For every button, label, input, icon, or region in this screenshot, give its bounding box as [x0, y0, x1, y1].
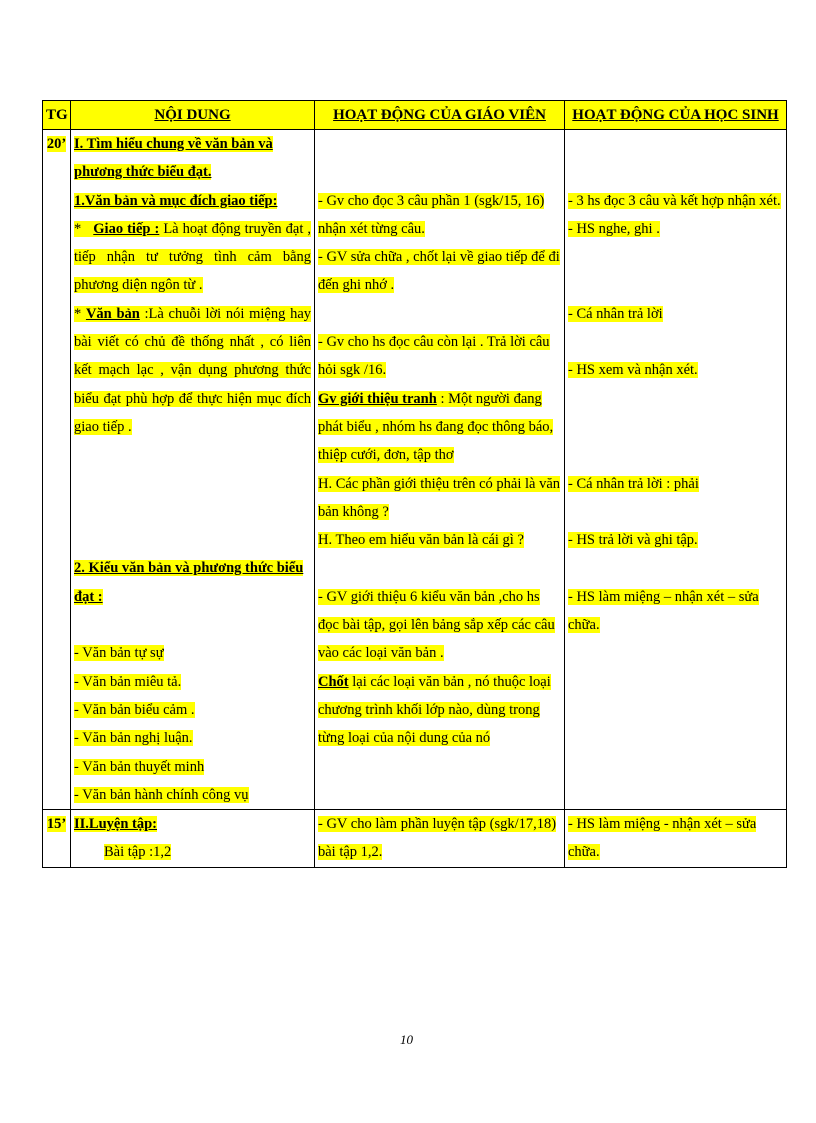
text-type-item: - Văn bản miêu tả.	[74, 673, 182, 690]
term-giaotiep: Giao tiếp :	[93, 220, 160, 237]
student-activity: - HS trả lời và ghi tập.	[568, 532, 698, 549]
teacher-activity: - GV cho làm phần luyện tập (sgk/17,18) bài tập 1,2.	[318, 816, 557, 861]
time-value: 15’	[46, 816, 67, 833]
student-activity: - HS xem và nhận xét.	[568, 362, 698, 379]
term-chot: Chốt	[318, 673, 349, 690]
header-teacher: HOẠT ĐỘNG CỦA GIÁO VIÊN	[315, 101, 565, 130]
text-type-item: - Văn bản nghị luận.	[74, 730, 193, 747]
header-content: NỘI DUNG	[71, 101, 315, 130]
student-activity: - HS làm miệng - nhận xét – sửa chữa.	[568, 816, 757, 861]
teacher-question: H. Theo em hiểu văn bản là cái gì ?	[318, 532, 524, 549]
teacher-cell	[315, 130, 565, 810]
teacher-activity: - GV sửa chữa , chốt lại về giao tiếp để đi đến ghi nhớ .	[318, 249, 560, 294]
teacher-cell	[315, 810, 565, 868]
teacher-activity: Gv giới thiệu tranh : Một người đang phát biểu , nhóm hs đang đọc thông báo, thiệp cưới, đơn, tập thơ	[318, 390, 554, 464]
page-number: 10	[400, 1032, 413, 1047]
term-vanban: Văn bản	[85, 305, 140, 322]
student-activity: - Cá nhân trả lời : phải	[568, 475, 699, 492]
text-type-item: - Văn bản hành chính công vụ	[74, 786, 249, 803]
definition-giaotiep: * Giao tiếp : Là hoạt động truyền đạt , tiếp nhận tư tưởng tình cảm bằng phương diện ngôn từ .	[74, 220, 312, 294]
student-cell	[565, 130, 787, 810]
subsection-title-2: 2. Kiểu văn bản và phương thức biểu đạt :	[74, 560, 304, 605]
definition-vanban: * Văn bản :Là chuỗi lời nói miệng hay bài viết có chủ đề thống nhất , có liên kết mạch lạc , vận dụng phương thức biểu đạt phù hợp để thực hiện mục đích giao tiếp .	[74, 305, 312, 435]
text-type-item: - Văn bản biểu cảm .	[74, 701, 195, 718]
teacher-question: H. Các phần giới thiệu trên có phải là văn bản không ?	[318, 475, 561, 520]
teacher-activity: - Gv cho đọc 3 câu phần 1 (sgk/15, 16) nhận xét từng câu.	[318, 192, 545, 237]
term-gv-gioi-thieu: Gv giới thiệu tranh	[318, 390, 437, 407]
content-cell	[71, 810, 315, 868]
time-value: 20’	[46, 136, 67, 152]
content-cell	[71, 130, 315, 810]
header-student: HOẠT ĐỘNG CỦA HỌC SINH	[565, 101, 787, 130]
table-header-row	[43, 101, 787, 130]
student-activity: - HS nghe, ghi .	[568, 220, 660, 237]
practice-exercise: Bài tập :1,2	[104, 844, 172, 861]
student-activity: - 3 hs đọc 3 câu và kết hợp nhận xét.	[568, 192, 781, 209]
time-cell	[43, 130, 71, 810]
time-cell	[43, 810, 71, 868]
student-activity: - Cá nhân trả lời	[568, 305, 663, 322]
teacher-activity: Chốt lại các loại văn bản , nó thuộc loại chương trình khối lớp nào, dùng trong từng loại của nội dung của nó	[318, 673, 551, 747]
subsection-title-1: 1.Văn bản và mục đích giao tiếp:	[74, 192, 278, 209]
lesson-plan-table	[42, 100, 787, 868]
text-type-item: - Văn bản tự sự	[74, 645, 164, 662]
practice-title: II.Luyện tập:	[74, 816, 157, 833]
header-tg: TG	[43, 101, 71, 130]
teacher-activity: - Gv cho hs đọc câu còn lại . Trả lời câu hỏi sgk /16.	[318, 334, 550, 379]
section-title: I. Tìm hiểu chung về văn bản và phương thức biểu đạt.	[74, 136, 273, 181]
table-row-practice	[43, 810, 787, 868]
table-row-theory	[43, 130, 787, 810]
text-type-item: - Văn bản thuyết minh	[74, 758, 205, 775]
student-cell	[565, 810, 787, 868]
student-activity: - HS làm miệng – nhận xét – sửa chữa.	[568, 588, 759, 634]
teacher-activity: - GV giới thiệu 6 kiểu văn bản ,cho hs đọc bài tập, gọi lên bảng sắp xếp các câu vào các loại văn bản .	[318, 588, 555, 662]
